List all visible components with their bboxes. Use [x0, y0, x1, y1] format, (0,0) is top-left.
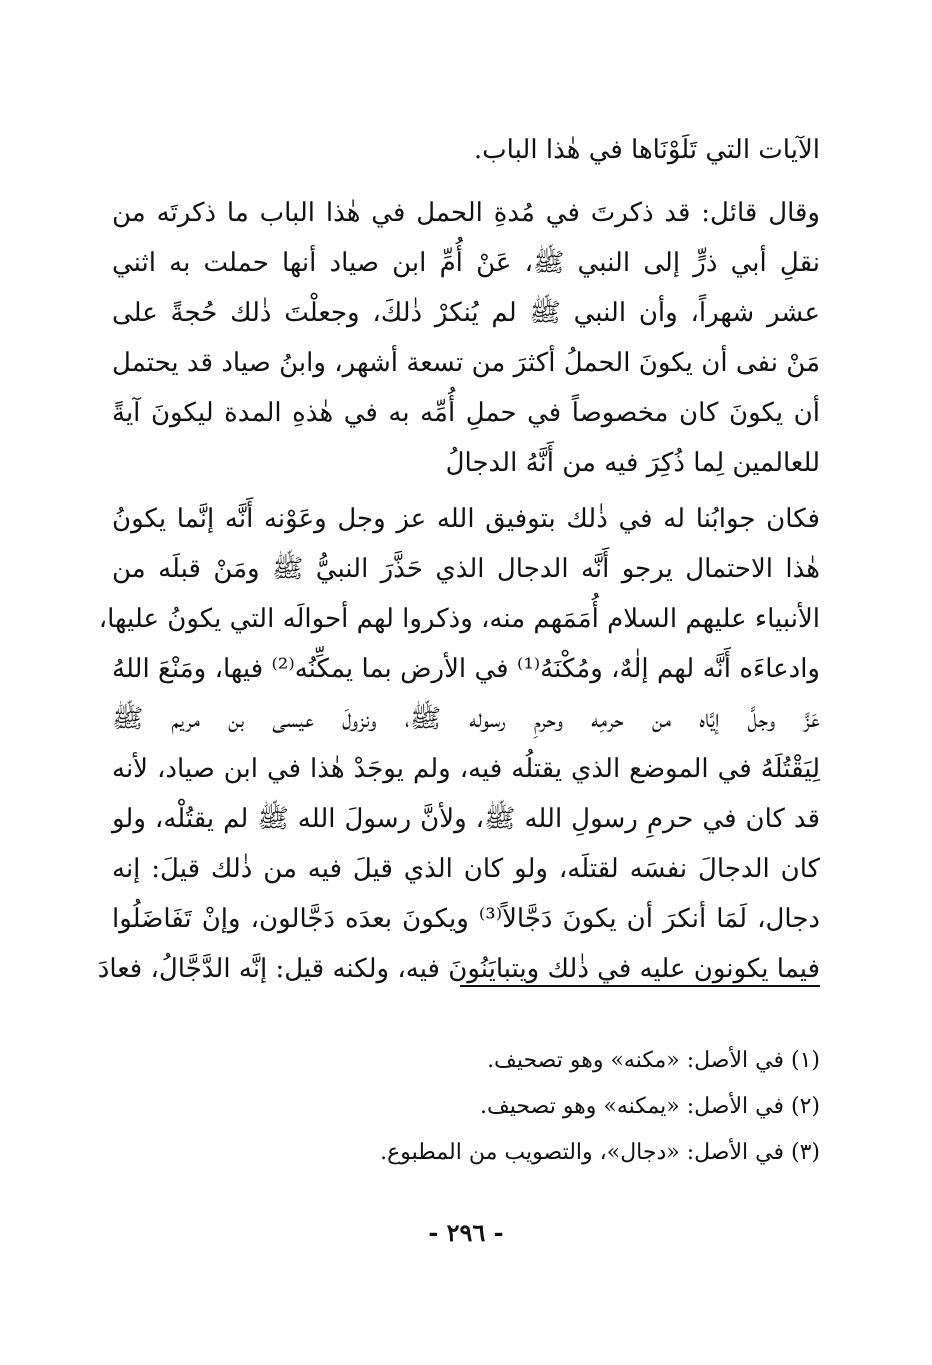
text-line: قد كان في حرمِ رسولِ الله ﷺ، ولأنَّ رسولَ الله ﷺ لم يقتُلْه، ولو — [112, 804, 820, 834]
question-paragraph — [112, 188, 820, 488]
text-line: أن يكونَ كان مخصوصاً في حملِ أُمِّه به في هٰذهِ المدة ليكونَ آيةً — [112, 398, 820, 428]
footnote-3: (٣) في الأصل: «دجال»، والتصويب من المطبوع. — [380, 1140, 820, 1165]
footnote-divider — [460, 985, 820, 987]
text-line: نقلِ أبي ذرٍّ إلى النبي ﷺ، عَنْ أُمِّ ابن صياد أنها حملت به اثني — [112, 248, 820, 278]
text-line: دجال، لَمَا أنكرَ أن يكونَ دَجَّالاً⁽³⁾ ويكونَ بعدَه دَجَّالون، وإنْ تَفَاضَلُوا — [112, 904, 820, 934]
footnotes — [112, 1038, 820, 1176]
footnote-2: (٢) في الأصل: «يمكنه» وهو تصحيف. — [480, 1094, 820, 1119]
text-line: الأنبياء عليهم السلام أُمَمَهم منه، وذكروا لهم أحوالَه التي يكونُ عليها، — [98, 604, 820, 634]
text-line: وادعاءَه أَنَّه لهم إلٰهٌ، ومُكْنَهُ⁽¹⁾ في الأرض بما يمكِّنُه⁽²⁾ فيها، ومَنْعَ اللهُ — [112, 654, 820, 684]
text-line: فيما يكونون عليه في ذٰلك ويتبايَنُونَ فيه، ولكنه قيل: إنَّه الدَّجَّالُ، فعادَ — [97, 954, 820, 984]
answer-paragraph — [97, 494, 820, 994]
footnote-1: (١) في الأصل: «مكنه» وهو تصحيف. — [487, 1048, 820, 1073]
text-line: عَزَّ وجلَّ إيَّاه من حرمِه وحرمِ رسوله ﷺ، ونزولَ عيسى بن مريم ﷺ — [112, 704, 820, 734]
text-line: فكان جوابُنا له في ذٰلك بتوفيق الله عز وجل وعَوْنه أَنَّه إنَّما يكونُ — [112, 504, 820, 534]
text-line: لِيَقْتُلَهُ في الموضع الذي يقتلُه فيه، ولم يوجَدْ هٰذا في ابن صياد، لأنه — [112, 754, 820, 784]
text-line: للعالمين لِما ذُكِرَ فيه من أَنَّهُ الدجالُ — [445, 448, 820, 478]
text-line: الآيات التي تَلَوْنَاها في هٰذا الباب. — [473, 135, 820, 165]
text-line: وقال قائل: قد ذكرتَ في مُدةِ الحمل في هٰذا الباب ما ذكرتَه من — [112, 198, 820, 228]
intro-paragraph — [112, 125, 820, 175]
text-line: مَنْ نفى أن يكونَ الحملُ أكثرَ من تسعة أشهر، وابنُ صياد قد يحتمل — [112, 348, 820, 378]
text-line: كان الدجالَ نفسَه لقتلَه، ولو كان الذي قيلَ فيه من ذٰلك قيلَ: إنه — [112, 854, 820, 884]
page-number: - ٢٩٦ - — [428, 1218, 504, 1247]
text-line: عشر شهراً، وأن النبي ﷺ لم يُنكرْ ذٰلكَ، وجعلْتَ ذٰلك حُجةً على — [112, 298, 820, 328]
text-line: هٰذا الاحتمال يرجو أَنَّه الدجال الذي حَذَّرَ النبيُّ ﷺ ومَنْ قبلَه من — [112, 554, 820, 584]
